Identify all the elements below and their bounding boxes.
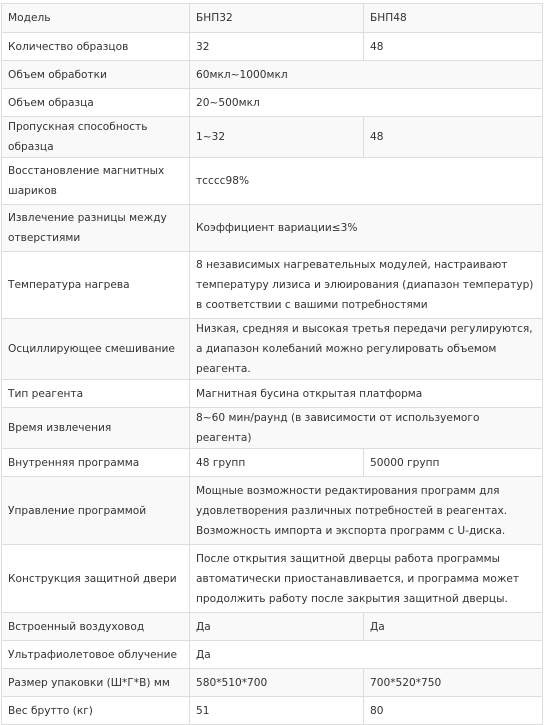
table-row [2, 205, 543, 252]
row-value-2: Да [364, 613, 543, 641]
table-row [2, 669, 543, 697]
row-value-1: 32 [190, 33, 364, 61]
table-row [2, 477, 543, 545]
table-row [2, 319, 543, 380]
row-value: 8 независимых нагревательных модулей, настраивают температуру лизиса и элюирования (диапазон температур) в соответствии с вашими потребностями [190, 252, 543, 319]
table-row [2, 89, 543, 117]
row-label: Управление программой [2, 477, 190, 545]
row-label: Объем обработки [2, 61, 190, 89]
row-label: Внутренняя программа [2, 449, 190, 477]
row-label: Извлечение разницы между отверстиями [2, 205, 190, 252]
table-row [2, 545, 543, 613]
row-value: 8~60 мин/раунд (в зависимости от используемого реагента) [190, 408, 543, 449]
row-value-2: 80 [364, 697, 543, 725]
row-value-2: БНП48 [364, 4, 543, 33]
row-label: Конструкция защитной двери [2, 545, 190, 613]
row-value: После открытия защитной дверцы работа программы автоматически приостанавливается, и программа может продолжить работу после закрытия защитной дверцы. [190, 545, 543, 613]
row-value: Коэффициент вариации≤3% [190, 205, 543, 252]
row-value-1: 580*510*700 [190, 669, 364, 697]
table-row [2, 641, 543, 669]
table-row [2, 252, 543, 319]
row-label: Время извлечения [2, 408, 190, 449]
table-row [2, 449, 543, 477]
table-row [2, 4, 543, 33]
row-value-2: 700*520*750 [364, 669, 543, 697]
row-value-2: 48 [364, 33, 543, 61]
row-label: Пропускная способность образца [2, 117, 190, 158]
row-label: Тип реагента [2, 380, 190, 408]
row-value-2: 50000 групп [364, 449, 543, 477]
row-value-1: Да [190, 613, 364, 641]
table-row [2, 408, 543, 449]
row-label: Объем образца [2, 89, 190, 117]
row-value: Низкая, средняя и высокая третья передачи регулируются, а диапазон колебаний можно регулировать объемом реагента. [190, 319, 543, 380]
row-label: Размер упаковки (Ш*Г*В) мм [2, 669, 190, 697]
row-value: Магнитная бусина открытая платформа [190, 380, 543, 408]
table-row [2, 33, 543, 61]
row-label: Вес брутто (кг) [2, 697, 190, 725]
row-label: Температура нагрева [2, 252, 190, 319]
row-value-2: 48 [364, 117, 543, 158]
table-row [2, 117, 543, 158]
row-label: Ультрафиолетовое облучение [2, 641, 190, 669]
table-row [2, 158, 543, 205]
row-label: Модель [2, 4, 190, 33]
row-value: 20~500мкл [190, 89, 543, 117]
row-value: тсссс98% [190, 158, 543, 205]
row-label: Встроенный воздуховод [2, 613, 190, 641]
row-value-1: 48 групп [190, 449, 364, 477]
table-row [2, 61, 543, 89]
row-value: 60мкл~1000мкл [190, 61, 543, 89]
row-value-1: БНП32 [190, 4, 364, 33]
row-value: Да [190, 641, 543, 669]
table-row [2, 697, 543, 725]
table-row [2, 380, 543, 408]
row-label: Осциллирующее смешивание [2, 319, 190, 380]
table-row [2, 613, 543, 641]
specifications-table [1, 3, 543, 725]
row-label: Восстановление магнитных шариков [2, 158, 190, 205]
row-value: Мощные возможности редактирования программ для удовлетворения различных потребностей в реагентах. Возможность импорта и экспорта программ с U-диска. [190, 477, 543, 545]
row-label: Количество образцов [2, 33, 190, 61]
row-value-1: 1~32 [190, 117, 364, 158]
row-value-1: 51 [190, 697, 364, 725]
